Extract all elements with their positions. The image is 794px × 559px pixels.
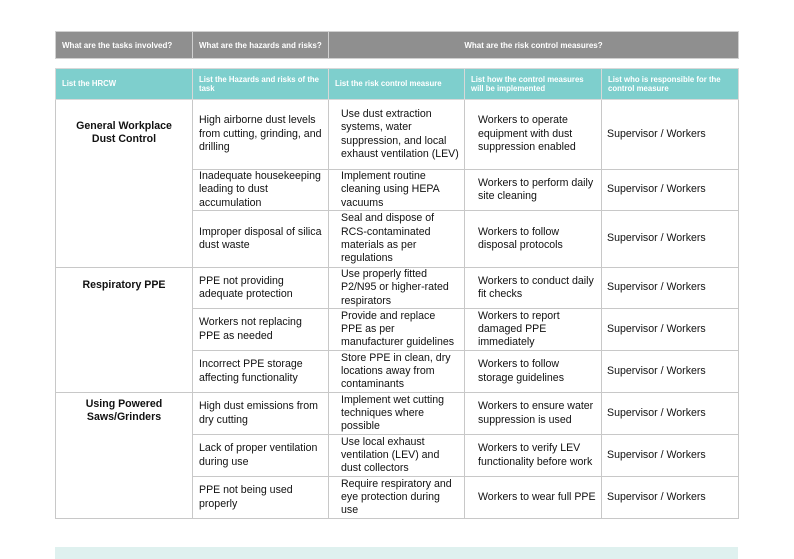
- task-cell: [56, 393, 193, 519]
- measure-text: Implement wet cutting techniques where possible: [341, 393, 445, 433]
- responsible-cell: Supervisor / Workers: [602, 435, 739, 477]
- implementation-cell: Workers to operate equipment with dust suppression enabled: [465, 100, 602, 170]
- header-hazards-risks: What are the hazards and risks?: [193, 32, 329, 59]
- measure-text: Provide and replace PPE as per manufacturer guidelines: [341, 309, 455, 349]
- measure-text: Store PPE in clean, dry locations away from contaminants: [341, 351, 451, 391]
- column-header-row: [56, 69, 739, 100]
- measure-text: Require respiratory and eye protection during use: [341, 477, 452, 517]
- risk-table: [55, 68, 739, 519]
- table-row: [56, 393, 739, 435]
- implementation-text: Workers to report damaged PPE immediately: [478, 309, 560, 349]
- responsible-cell: Supervisor / Workers: [602, 309, 739, 351]
- measure-text: Seal and dispose of RCS-contaminated materials as per regulations: [341, 212, 435, 265]
- implementation-cell: [465, 393, 602, 435]
- hazard-text: Inadequate housekeeping leading to dust accumulation: [199, 170, 321, 209]
- measure-cell: [329, 268, 465, 309]
- hazard-cell: Improper disposal of silica dust waste: [193, 211, 329, 268]
- responsible-cell: Supervisor / Workers: [602, 351, 739, 393]
- task-label: Using Powered Saws/Grinders: [85, 398, 163, 424]
- measure-text: Use dust extraction systems, water suppression, and local exhaust ventilation (LEV): [341, 107, 459, 160]
- table-row: [56, 100, 739, 170]
- responsible-cell: Supervisor / Workers: [602, 393, 739, 435]
- measure-cell: [329, 351, 465, 393]
- measure-text: Use local exhaust ventilation (LEV) and dust collectors: [341, 435, 440, 475]
- column-header-hazards: List the Hazards and risks of the task: [193, 69, 329, 100]
- hazard-cell: Lack of proper ventilation during use: [193, 435, 329, 477]
- implementation-cell: Workers to follow storage guidelines: [465, 351, 602, 393]
- measure-text: Implement routine cleaning using HEPA vacuums: [341, 170, 440, 209]
- implementation-cell: Workers to wear full PPE: [465, 477, 602, 519]
- implementation-cell: Workers to conduct daily fit checks: [465, 268, 602, 309]
- implementation-text: Workers to ensure water suppression is used: [478, 400, 594, 426]
- implementation-cell: Workers to follow disposal protocols: [465, 211, 602, 268]
- hazard-cell: High dust emissions from dry cutting: [193, 393, 329, 435]
- section-header-table: [55, 31, 739, 59]
- next-section-band: [55, 547, 738, 559]
- measure-cell: [329, 435, 465, 477]
- measure-cell: [329, 100, 465, 170]
- measure-cell: [329, 393, 465, 435]
- implementation-cell: [465, 309, 602, 351]
- hazard-cell: PPE not providing adequate protection: [193, 268, 329, 309]
- responsible-cell: Supervisor / Workers: [602, 211, 739, 268]
- hazard-cell: PPE not being used properly: [193, 477, 329, 519]
- measure-text: Use properly fitted P2/N95 or higher-rated respirators: [341, 268, 449, 307]
- measure-cell: [329, 477, 465, 519]
- hazard-cell: [193, 170, 329, 211]
- hazard-cell: High airborne dust levels from cutting, grinding, and drilling: [193, 100, 329, 170]
- table-row: [56, 268, 739, 309]
- measure-cell: [329, 170, 465, 211]
- responsible-cell: Supervisor / Workers: [602, 268, 739, 309]
- task-label: General Workplace Dust Control: [76, 120, 172, 146]
- measure-cell: [329, 309, 465, 351]
- task-cell: [56, 268, 193, 393]
- header-control-measures: What are the risk control measures?: [329, 32, 739, 59]
- responsible-cell: Supervisor / Workers: [602, 170, 739, 211]
- task-label: Respiratory PPE: [82, 279, 166, 291]
- column-header-responsible: List who is responsible for the control measure: [602, 69, 739, 100]
- hazard-cell: Incorrect PPE storage affecting functionality: [193, 351, 329, 393]
- task-cell: [56, 100, 193, 268]
- hazard-cell: Workers not replacing PPE as needed: [193, 309, 329, 351]
- implementation-text: Workers to verify LEV functionality before work: [478, 442, 593, 468]
- measure-cell: [329, 211, 465, 268]
- responsible-cell: Supervisor / Workers: [602, 477, 739, 519]
- header-tasks-involved: What are the tasks involved?: [56, 32, 193, 59]
- column-header-hrcw: List the HRCW: [56, 69, 193, 100]
- column-header-implementation: List how the control measures will be implemented: [465, 69, 602, 100]
- responsible-cell: Supervisor / Workers: [602, 100, 739, 170]
- implementation-cell: [465, 435, 602, 477]
- implementation-cell: Workers to perform daily site cleaning: [465, 170, 602, 211]
- column-header-control-measure: List the risk control measure: [329, 69, 465, 100]
